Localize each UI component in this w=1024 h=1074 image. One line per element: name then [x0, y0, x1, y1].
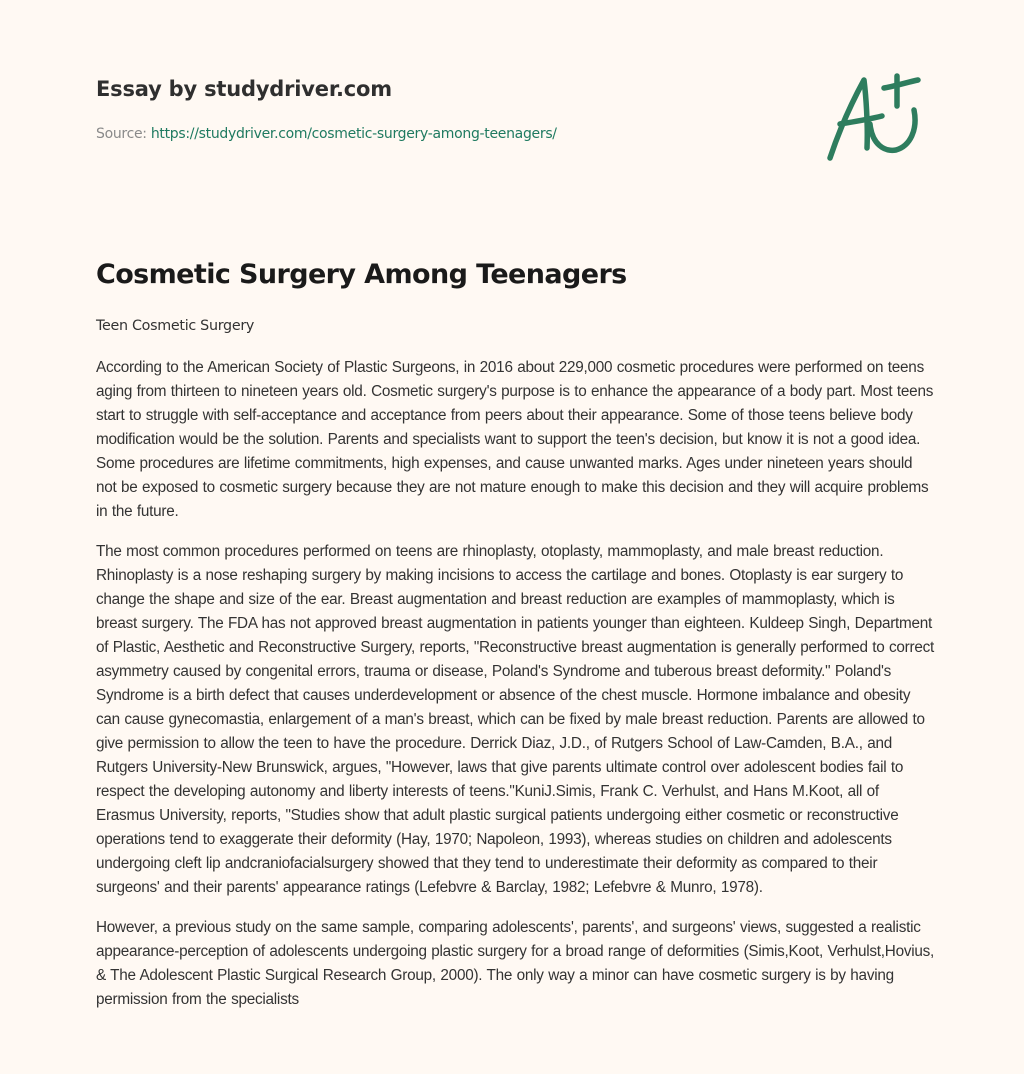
essay-header: [96, 74, 796, 144]
a-plus-grade-icon: [822, 66, 932, 166]
source-line: [96, 124, 796, 144]
paragraph-2: The most common procedures performed on teens are rhinoplasty, otoplasty, mammoplasty, and male breast reduction. Rhinoplasty is a nose reshaping surgery by making incisions to access the cartilage and bones. Otoplasty is ear surgery to change the shape and size of the ear. Breast augmentation and breast reduction are examples of mammoplasty, which is breast surgery. The FDA has not approved breast augmentation in patients younger than eighteen. Kuldeep Singh, Department of Plastic, Aesthetic and Reconstructive Surgery, reports, "Reconstructive breast augmentation is generally performed to correct asymmetry caused by congenital errors, trauma or disease, Poland's Syndrome and tuberous breast deformity." Poland's Syndrome is a birth defect that causes underdevelopment or absence of the chest muscle. Hormone imbalance and obesity can cause gynecomastia, enlargement of a man's breast, which can be fixed by male breast reduction. Parents are allowed to give permission to allow the teen to have the procedure. Derrick Diaz, J.D., of Rutgers School of Law-Camden, B.A., and Rutgers University-New Brunswick, argues, "However, laws that give parents ultimate control over adolescent bodies fail to respect the developing autonomy and liberty interests of teens."KuniJ.Simis, Frank C. Verhulst, and Hans M.Koot, all of Erasmus University, reports, "Studies show that adult plastic surgical patients undergoing either cosmetic or reconstructive operations tend to exaggerate their deformity (Hay, 1970; Napoleon, 1993), whereas studies on children and adolescents undergoing cleft lip andcraniofacialsurgery showed that they tend to underestimate their deformity as compared to their surgeons' and their parents' appearance ratings (Lefebvre & Barclay, 1982; Lefebvre & Munro, 1978).: [96, 543, 935, 896]
paragraph-1: According to the American Society of Plastic Surgeons, in 2016 about 229,000 cosmetic procedures were performed on teens aging from thirteen to nineteen years old. Cosmetic surgery's purpose is to enhance the appearance of a body part. Most teens start to struggle with self-acceptance and acceptance from peers about their appearance. Some of those teens believe body modification would be the solution. Parents and specialists want to support the teen's decision, but know it is not a good idea. Some procedures are lifetime commitments, high expenses, and cause unwanted marks. Ages under nineteen years should not be exposed to cosmetic surgery because they are not mature enough to make this decision and they will acquire problems in the future.: [96, 359, 934, 520]
source-link[interactable]: https://studydriver.com/cosmetic-surgery-among-teenagers/: [150, 126, 557, 142]
source-label: Source:: [96, 126, 147, 142]
paragraph-3: However, a previous study on the same sample, comparing adolescents', parents', and surgeons' views, suggested a realistic appearance-perception of adolescents undergoing plastic surgery for a broad range of deformities (Simis,Koot, Verhulst,Hovius, & The Adolescent Plastic Surgical Research Group, 2000). The only way a minor can have cosmetic surgery is by having permission from the specialists: [96, 919, 935, 1008]
essay-subtitle: Teen Cosmetic Surgery: [96, 318, 255, 334]
brand-title: Essay by studydriver.com: [96, 77, 392, 101]
essay-body: [96, 316, 936, 1028]
essay-title: Cosmetic Surgery Among Teenagers: [96, 259, 627, 290]
